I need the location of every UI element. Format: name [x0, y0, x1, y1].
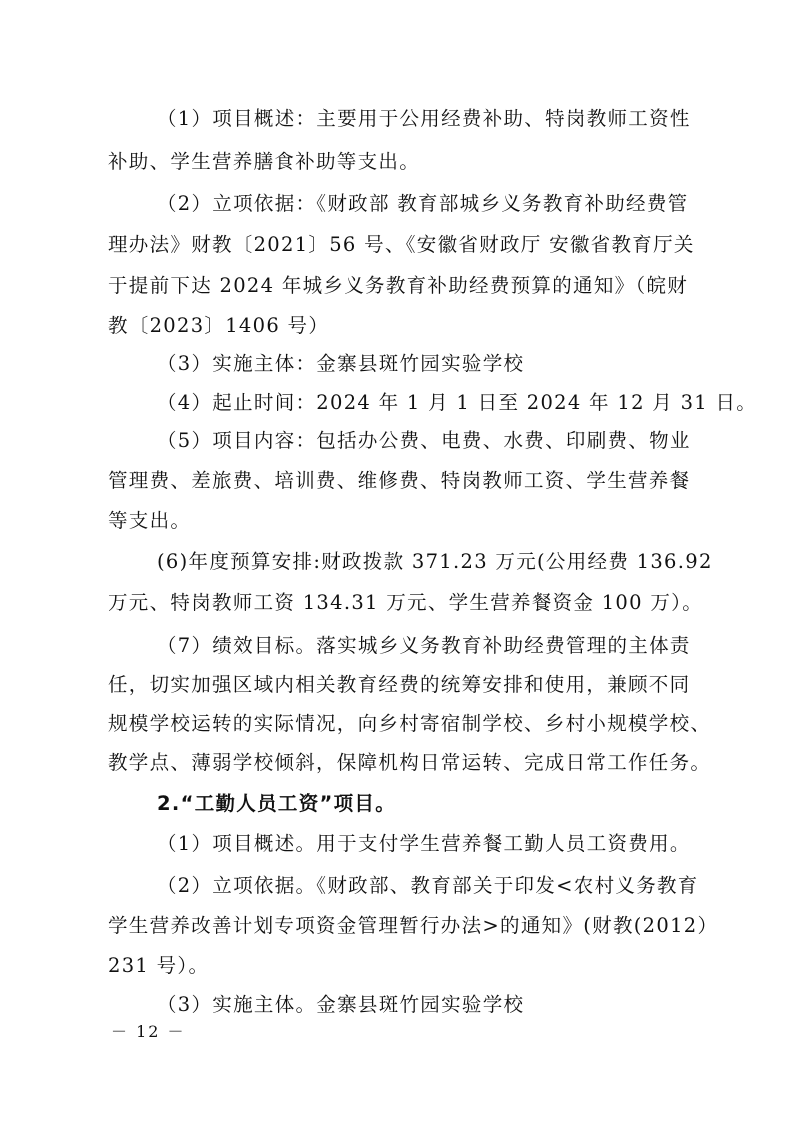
text-line: （3）实施主体。金寨县斑竹园实验学校 [157, 993, 525, 1016]
text-line: 学生营养改善计划专项资金管理暂行办法>的通知》(财教(2012） [108, 914, 719, 937]
text-line: 补助、学生营养膳食补助等支出。 [108, 150, 421, 173]
text-line: 万元、特岗教师工资 134.31 万元、学生营养餐资金 100 万）。 [108, 591, 703, 614]
text-line: 等支出。 [108, 509, 192, 532]
text-line: （1）项目概述。用于支付学生营养餐工勤人员工资费用。 [157, 832, 691, 855]
text-line: （2）立项依据。《财政部、教育部关于印发<农村义务教育 [157, 874, 699, 897]
text-line: 理办法》财教〔2021〕56 号、《安徽省财政厅 安徽省教育厅关 [108, 233, 695, 256]
text-line: （4）起止时间：2024 年 1 月 1 日至 2024 年 12 月 31 日。 [157, 391, 758, 414]
page-number: － 12 － [111, 1022, 186, 1041]
text-line: （7）绩效目标。落实城乡义务教育补助经费管理的主体责 [157, 634, 691, 657]
text-line: 教〔2023〕1406 号） [108, 314, 330, 337]
text-line: 于提前下达 2024 年城乡义务教育补助经费预算的通知》（皖财 [108, 274, 689, 297]
text-line: （3）实施主体：金寨县斑竹园实验学校 [157, 352, 525, 375]
text-line: 规模学校运转的实际情况，向乡村寄宿制学校、乡村小规模学校、 [108, 712, 712, 735]
text-line: （2）立项依据：《财政部 教育部城乡义务教育补助经费管 [157, 192, 689, 215]
text-line: 教学点、薄弱学校倾斜，保障机构日常运转、完成日常工作任务。 [108, 751, 712, 774]
text-line: 231 号）。 [108, 954, 210, 977]
text-line: 任，切实加强区域内相关教育经费的统筹安排和使用，兼顾不同 [108, 673, 691, 696]
text-line: (6)年度预算安排:财政拨款 371.23 万元(公用经费 136.92 [157, 550, 713, 573]
text-line: （5）项目内容：包括办公费、电费、水费、印刷费、物业 [157, 429, 691, 452]
text-line: 管理费、差旅费、培训费、维修费、特岗教师工资、学生营养餐 [108, 469, 691, 492]
text-line: （1）项目概述：主要用于公用经费补助、特岗教师工资性 [157, 107, 691, 130]
section-heading: 2.“工勤人员工资”项目。 [157, 792, 397, 815]
